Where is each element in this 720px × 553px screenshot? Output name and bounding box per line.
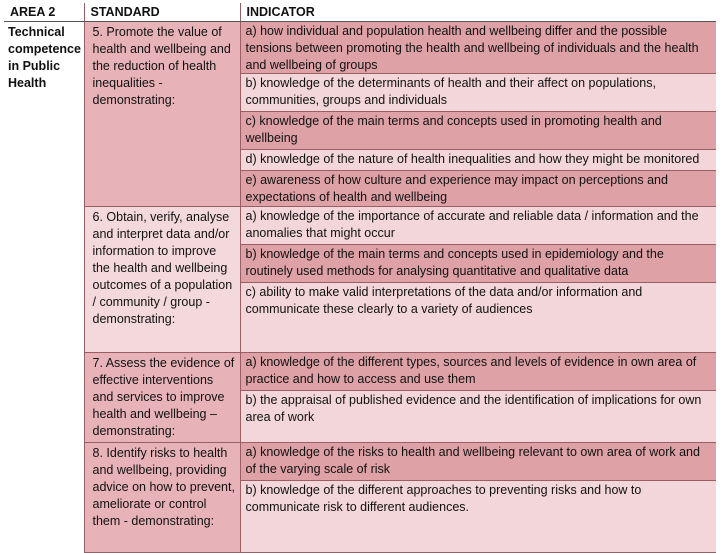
indicator-5d: d) knowledge of the nature of health inequalities and how they might be monitored (241, 150, 717, 171)
standard-5-indicators (240, 22, 716, 207)
standard-row-6 (4, 207, 716, 353)
competence-table-frame (4, 3, 716, 553)
standard-6-text: 6. Obtain, verify, analyse and interpret data and/or information to improve the health and wellbeing outcomes of a population / community / group - demonstrating: (84, 207, 240, 353)
area-label: Technical competence in Public Health (4, 22, 84, 553)
competence-table (4, 3, 716, 553)
indicator-5e: e) awareness of how culture and experience may impact on perceptions and expectations of health and wellbeing (241, 171, 717, 206)
header-area: AREA 2 (4, 3, 84, 22)
standard-8-indicators (240, 443, 716, 553)
header-indicator: INDICATOR (240, 3, 716, 22)
standard-5-text: 5. Promote the value of health and wellbeing and the reduction of health inequalities - demonstrating: (84, 22, 240, 207)
header-standard: STANDARD (84, 3, 240, 22)
indicator-7b: b) the appraisal of published evidence and the identification of implications for own area of work (241, 391, 717, 442)
indicator-6c: c) ability to make valid interpretations of the data and/or information and communicate these clearly to a variety of audiences (241, 283, 717, 352)
standard-row-8 (4, 443, 716, 553)
standard-row-5 (4, 22, 716, 207)
standard-7-text: 7. Assess the evidence of effective interventions and services to improve health and wellbeing – demonstrating: (84, 353, 240, 443)
indicator-6b: b) knowledge of the main terms and concepts used in epidemiology and the routinely used methods for analysing quantitative and qualitative data (241, 245, 717, 283)
header-row (4, 3, 716, 22)
indicator-6a: a) knowledge of the importance of accurate and reliable data / information and the anomalies that might occur (241, 207, 717, 245)
standard-6-indicators (240, 207, 716, 353)
indicator-7a: a) knowledge of the different types, sources and levels of evidence in own area of practice and how to access and use them (241, 353, 717, 391)
indicator-5b: b) knowledge of the determinants of health and their affect on populations, communities, groups and individuals (241, 74, 717, 112)
standard-row-7 (4, 353, 716, 443)
indicator-8a: a) knowledge of the risks to health and wellbeing relevant to own area of work and of the varying scale of risk (241, 443, 717, 481)
indicator-5a: a) how individual and population health and wellbeing differ and the possible tensions between promoting the health and wellbeing of individuals and the health and wellbeing of groups (241, 22, 717, 74)
standard-7-indicators (240, 353, 716, 443)
indicator-5c: c) knowledge of the main terms and concepts used in promoting health and wellbeing (241, 112, 717, 150)
indicator-8b: b) knowledge of the different approaches to preventing risks and how to communicate risk to different audiences. (241, 481, 717, 552)
standard-8-text: 8. Identify risks to health and wellbeing, providing advice on how to prevent, ameliorate or control them - demonstrating: (84, 443, 240, 553)
